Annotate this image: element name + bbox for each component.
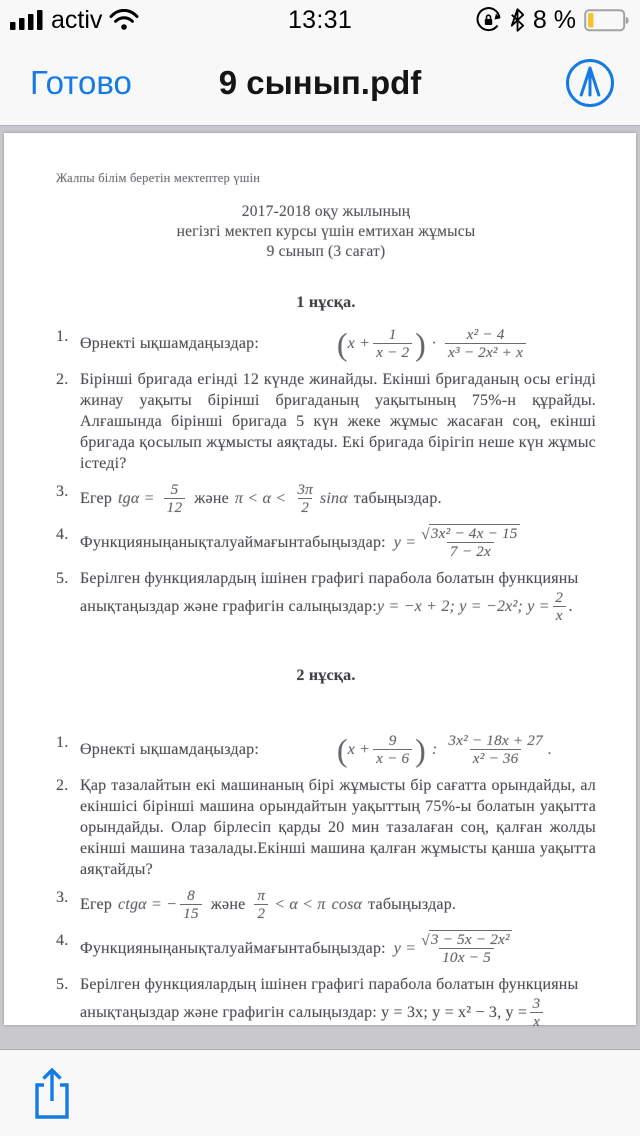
wifi-icon <box>109 9 139 31</box>
problem-1 <box>56 732 596 768</box>
rotation-lock-icon <box>475 7 502 34</box>
formula: ( x + $\frac{9}{x - 6}$ ) : $\frac{\text{3x² − 18x + 27}}{\text{x² − 36}}$ . <box>336 731 553 768</box>
problem-number: 2. <box>56 776 69 794</box>
problem-number: 2. <box>56 370 69 388</box>
bluetooth-icon <box>510 8 525 32</box>
problem-number: 4. <box>56 931 69 949</box>
problem-text: Қар тазалайтын екі машинаның бірі жұмысты бір сағатта орындайды, ал екіншісі бірінші машина орындайтын уақыттың 75%-ы болатын уақытта орындайды. Олар бірлесіп қарды 20 мин тазалаған соң, қалған жолды екінші машина тазалады.Екінші машина қалған жұмысты қанша уақытта аяқтайды? <box>80 776 596 878</box>
carrier-label: activ <box>51 5 103 34</box>
problem-number: 5. <box>56 569 69 587</box>
battery-icon <box>584 9 630 32</box>
variant2-heading: 2 нұсқа. <box>296 666 356 684</box>
clock: 13:31 <box>287 5 353 34</box>
formula: Егер tgα = $\frac{5}{12}$ және π < α < $\frac{3\pi}{2}$ sinα табыңыздар. <box>80 480 442 517</box>
problem-number: 3. <box>56 888 69 906</box>
share-icon <box>30 1065 74 1121</box>
doc-title-line: 2017-2018 оқу жылының <box>241 203 411 220</box>
problem-text: Берілген функциялардың ішінен графигі парабола болатын функцияны <box>80 975 579 993</box>
formula: Егер ctgα = − $\frac{8}{15}$ және $\frac{\pi}{2}$ < α < π cosα табыңыздар. <box>80 886 457 923</box>
formula: y = √ 3x² − 4x − 15 7 − 2x <box>393 524 518 561</box>
problem-text: Берілген функциялардың ішінен графигі парабола болатын функцияны <box>80 569 579 587</box>
problem-number: 1. <box>56 328 69 345</box>
doc-title-line: 9 сынып (3 сағат) <box>266 243 386 260</box>
problem-2 <box>56 369 596 474</box>
problem-number: 3. <box>56 482 69 500</box>
doc-title-line: негізгі мектеп курсы үшін емтихан жұмысы <box>176 223 476 240</box>
variant1-heading: 1 нұсқа. <box>296 294 356 311</box>
problem-4 <box>56 930 596 967</box>
nav-bar <box>0 40 640 126</box>
pdf-scroll-area[interactable] <box>0 126 640 1049</box>
doc-title-block <box>56 202 596 262</box>
problem-text: Өрнекті ықшамдаңыздар: <box>80 741 259 759</box>
problem-text: Өрнекті ықшамдаңыздар: <box>80 335 259 353</box>
problem-5 <box>56 974 596 1031</box>
problem-3 <box>56 887 596 923</box>
share-button[interactable] <box>30 1065 74 1121</box>
problem-3 <box>56 481 596 517</box>
problem-number: 1. <box>56 733 69 751</box>
bottom-toolbar <box>0 1049 640 1136</box>
pdf-page <box>4 133 636 1031</box>
battery-percent: 8 % <box>532 5 576 34</box>
variant2-problems <box>56 732 596 1031</box>
signal-bars-icon <box>10 9 44 31</box>
problem-5 <box>56 568 596 625</box>
markup-button[interactable] <box>564 57 616 109</box>
variant1-problems <box>56 326 596 625</box>
problem-4 <box>56 524 596 561</box>
problem-number: 4. <box>56 525 69 543</box>
problem-number: 5. <box>56 975 69 993</box>
problem-text: Бірінші бригада егінді 12 күнде жинайды. Екінші бригаданың осы егінді жинау уақыты бірінші бригаданың уақытының 75%-н құрайды. Алғашында бірінші бригада 5 күн жеке жұмыс жасаған соң, екінші бригада қосылып жұмысты аяқтады. Екі бригада бірігіп неше күн жұмыс істеді? <box>80 370 596 472</box>
pen-circle-icon <box>564 57 616 109</box>
chrome <box>0 0 640 126</box>
formula: y = √ 3 − 5x − 2x² 10x − 5 <box>393 930 510 967</box>
formula: анықтаңыздар және графигін салыңыздар: y = −x + 2; y = −2x²; y = $\frac{2}{x}$ . <box>80 588 573 625</box>
problem-1 <box>56 326 596 362</box>
status-bar <box>0 0 640 40</box>
problem-text: Функцияныңанықталуаймағынтабыңыздар: <box>80 533 386 551</box>
formula: ( x + $\frac{1}{x - 2}$ ) · $\frac{\text{x² − 4}}{\text{x³ − 2x² + x}}$ <box>337 326 529 362</box>
problem-2 <box>56 775 596 880</box>
formula: анықтаңыздар және графигін салыңыздар: y = 3x; y = x² − 3, y = $\frac{3}{x}$ <box>80 995 596 1031</box>
problem-text: Функцияныңанықталуаймағынтабыңыздар: <box>80 939 386 957</box>
document-title: 9 сынып.pdf <box>218 63 422 101</box>
doc-header-note: Жалпы білім беретін мектептер үшін <box>56 171 261 185</box>
done-button[interactable]: Готово <box>30 63 132 101</box>
